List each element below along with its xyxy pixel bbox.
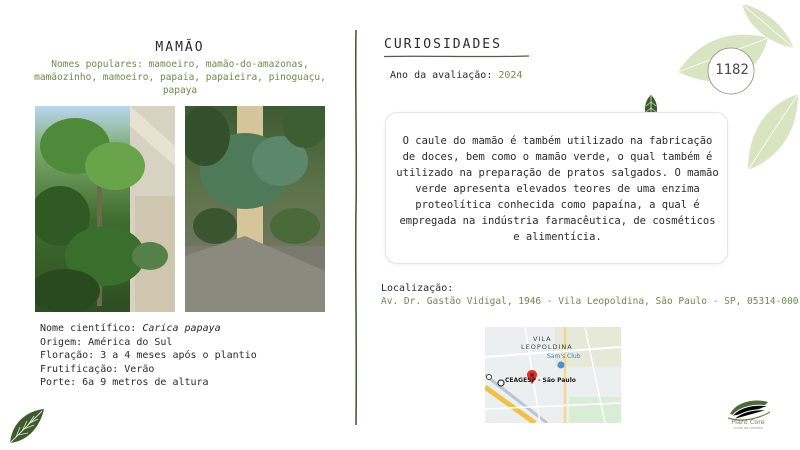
papaya-trunk-photo (185, 106, 325, 312)
curiosities-text: O caule do mamão é também utilizado na fabricação de doces, bem como o mamão verde, o qual também é utilizado na preparação de pratos salgados. O mamão verde apresenta elevados teores de uma enzima proteolítica conhecida como papaína, a qual é empregada na indústria farmacêutica, de cosméticos e alimentícia. (396, 135, 719, 243)
year-value: 2024 (498, 70, 523, 81)
scientific-name-label: Nome científico: (40, 323, 143, 334)
curiosities-title: CURIOSIDADES (384, 37, 502, 52)
plant-name: MAMÃO (155, 40, 205, 55)
location-map[interactable] (485, 327, 621, 423)
map-poi-store: Sam's Club (547, 353, 581, 360)
brand-tagline: cuida do planeta (733, 426, 763, 430)
flowering: Floração: 3 a 4 meses após o plantio (40, 350, 257, 361)
origin: Origem: América do Sul (40, 336, 173, 348)
evaluation-year (390, 70, 522, 81)
section-divider (354, 30, 358, 425)
map-poi-main: CEAGESP - São Paulo (505, 377, 576, 384)
leaf-cluster-icon (670, 0, 800, 175)
location-label: Localização: (381, 283, 454, 294)
location-address[interactable]: Av. Dr. Gastão Vidigal, 1946 - Vila Leopoldina, São Paulo - SP, 05314-000 (381, 296, 799, 307)
plant-facts (40, 322, 257, 390)
scientific-name-row (40, 322, 257, 336)
plant-size: Porte: 6a 9 metros de altura (40, 377, 209, 388)
plant-number-badge: 1182 (715, 62, 749, 78)
leaf-icon (6, 405, 46, 447)
scientific-name: Carica papaya (142, 323, 221, 334)
map-district-line2: LEOPOLDINA (521, 343, 573, 351)
year-label: Ano da avaliação: (390, 70, 499, 81)
popular-names: Nomes populares: mamoeiro, mamão-do-amazonas, mamãozinho, mamoeiro, papaia, papaieira, pinoguaçu, papaya (34, 59, 326, 96)
brand-name: Plant Core (731, 418, 765, 426)
papaya-tree-photo (35, 106, 175, 312)
title-underline (384, 55, 529, 58)
fruiting: Frutificação: Verão (40, 363, 155, 375)
map-district-line1: VILA (533, 335, 552, 343)
